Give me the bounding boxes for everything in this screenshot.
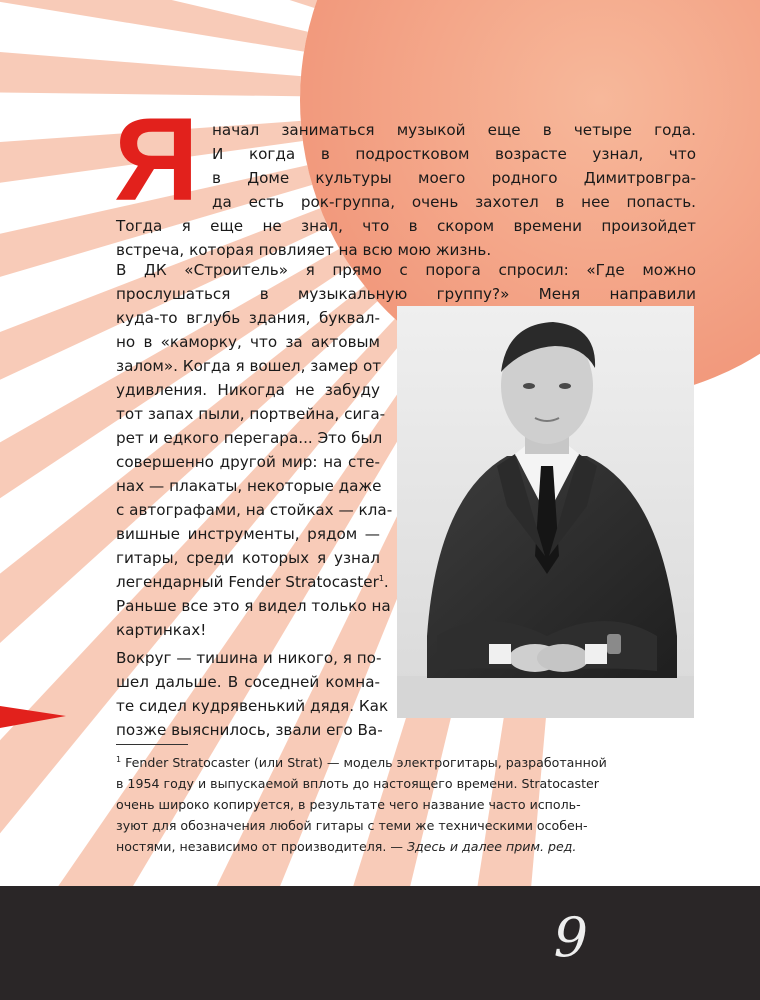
text-line: И когда в подростковом возрасте узнал, что [212, 145, 696, 163]
text-line: Тогда я еще не знал, что в скором времени произойдет [116, 217, 696, 235]
text-line: те сидел кудрявенький дядя. Как [116, 697, 389, 715]
footnote-editor-note: Здесь и далее прим. ред. [406, 839, 577, 854]
footnote-line [116, 836, 576, 857]
text-line: гитары, среди которых я узнал [116, 549, 380, 567]
text-line: Раньше все это я видел только на [116, 597, 391, 615]
text-line: шел дальше. В соседней комна- [116, 673, 380, 691]
portrait-photo [397, 306, 694, 718]
text-line: да есть рок-группа, очень захотел в нее попасть. [212, 193, 696, 211]
text-line: вишные инструменты, рядом — [116, 525, 380, 543]
text-line: но в «каморку, что за актовым [116, 333, 380, 351]
footnote-text: ностями, независимо от производителя. — [116, 839, 407, 854]
text-line: совершенно другой мир: на сте- [116, 453, 380, 471]
footnote-line: в 1954 году и выпускаемой вплоть до настоящего времени. Stratocaster [116, 776, 599, 791]
text-line: рет и едкого перегара... Это был [116, 429, 383, 447]
footnote-reference[interactable]: 1 [378, 573, 384, 583]
footnote-line: зуют для обозначения любой гитары с теми же техническими особен- [116, 818, 588, 833]
text-line: с автографами, на стойках — кла- [116, 501, 393, 519]
footnote-line: очень широко копируется, в результате чего название часто исполь- [116, 797, 581, 812]
fender-text: легендарный Fender Stratocaster [116, 573, 379, 591]
text-line: в Доме культуры моего родного Димитровгра- [212, 169, 696, 187]
footnote-marker: 1 [116, 754, 122, 764]
text-line: прослушаться в музыкальную группу?» Меня направили [116, 285, 696, 303]
footer-band [0, 886, 760, 1000]
text-line: начал заниматься музыкой еще в четыре года. [212, 121, 696, 139]
text-line: тот запах пыли, портвейна, сига- [116, 405, 386, 423]
footnote-line [116, 752, 607, 773]
text-line: легендарный Fender Stratocaster$^1$. [116, 573, 389, 591]
text-line: встреча, которая повлияет на всю мою жизнь. [116, 241, 492, 259]
text-line: удивления. Никогда не забуду [116, 381, 380, 399]
text-line: картинках! [116, 621, 207, 639]
text-line: куда-то вглубь здания, буквал- [116, 309, 380, 327]
drop-cap-letter: Я [114, 94, 197, 226]
footnote-divider [116, 744, 188, 745]
page-number: 9 [553, 906, 588, 969]
footnote-text: Fender Stratocaster (или Strat) — модель электрогитары, разработанной [125, 755, 607, 770]
text-line: В ДК «Строитель» я прямо с порога спросил: «Где можно [116, 261, 696, 279]
text-line: нах — плакаты, некоторые даже [116, 477, 382, 495]
text-line: Вокруг — тишина и никого, я по- [116, 649, 382, 667]
text-line: залом». Когда я вошел, замер от [116, 357, 382, 375]
text-line: позже выяснилось, звали его Ва- [116, 721, 383, 739]
